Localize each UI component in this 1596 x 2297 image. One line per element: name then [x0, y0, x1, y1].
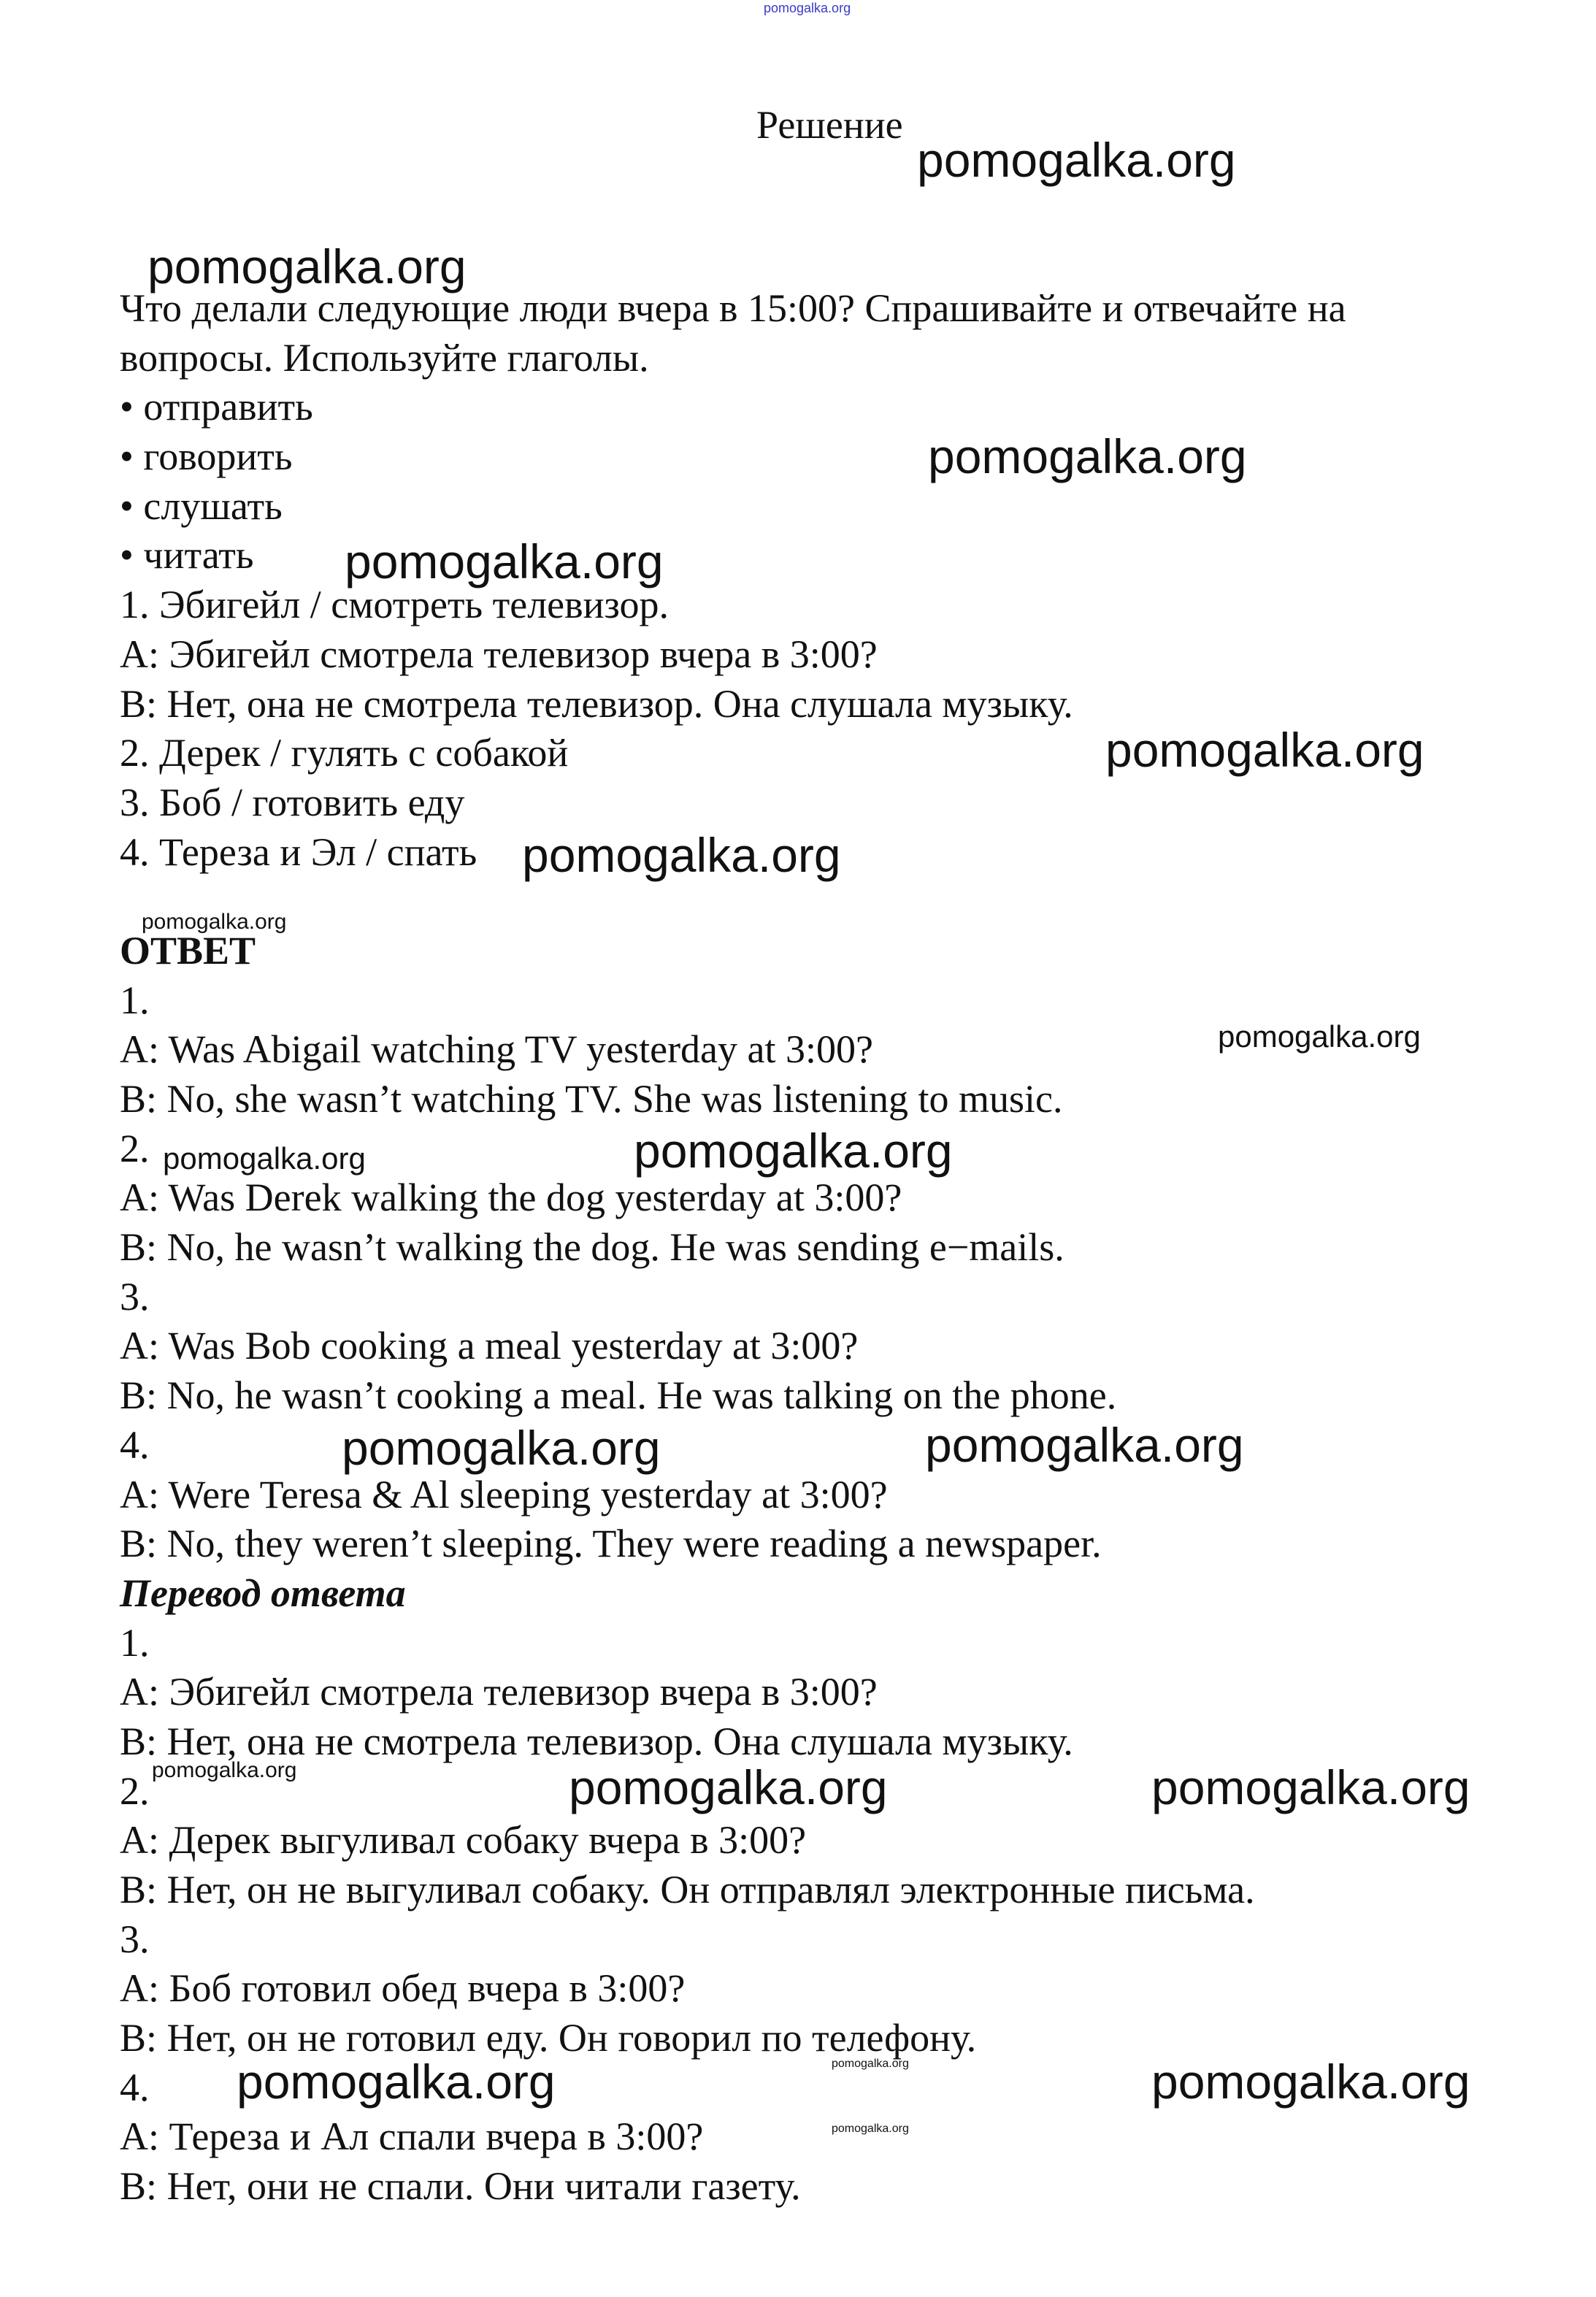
translation-line: B: Нет, он не готовил еду. Он говорил по телефону.: [120, 2016, 977, 2060]
translation-line: 1.: [120, 1620, 150, 1665]
translation-line: A: Дерек выгуливал собаку вчера в 3:00?: [120, 1818, 807, 1863]
watermark: pomogalka.org: [1105, 723, 1424, 777]
answer-line: B: No, they weren’t sleeping. They were reading a newspaper.: [120, 1522, 1102, 1566]
answer-line: B: No, she wasn’t watching TV. She was listening to music.: [120, 1077, 1063, 1121]
answer-line: 3.: [120, 1274, 150, 1319]
watermark: pomogalka.org: [832, 2122, 909, 2135]
watermark: pomogalka.org: [342, 1421, 661, 1475]
watermark: pomogalka.org: [142, 910, 287, 934]
watermark: pomogalka.org: [1151, 1760, 1470, 1814]
answer-line: 4.: [120, 1422, 150, 1467]
translation-line: 2.: [120, 1768, 150, 1813]
task-question: Что делали следующие люди вчера в 15:00? Спрашивайте и отвечайте на: [120, 286, 1346, 330]
translation-heading: Перевод ответа: [120, 1571, 406, 1615]
watermark: pomogalka.org: [925, 1418, 1244, 1472]
translation-line: A: Эбигейл смотрела телевизор вчера в 3:00?: [120, 1670, 878, 1714]
verb-item: • читать: [120, 533, 254, 578]
task-item: 1. Эбигейл / смотреть телевизор.: [120, 583, 670, 627]
watermark: pomogalka.org: [928, 429, 1247, 483]
translation-line: 4.: [120, 2065, 150, 2109]
answer-line: B: No, he wasn’t walking the dog. He was sending e−mails.: [120, 1225, 1064, 1270]
verb-item: • слушать: [120, 483, 283, 528]
answer-line: 1.: [120, 978, 150, 1022]
task-item: A: Эбигейл смотрела телевизор вчера в 3:00?: [120, 632, 878, 676]
watermark: pomogalka.org: [1218, 1019, 1421, 1054]
watermark: pomogalka.org: [345, 534, 664, 588]
spacer: [120, 877, 1346, 927]
watermark: pomogalka.org: [237, 2055, 556, 2109]
answer-heading: ОТВЕТ: [120, 928, 256, 973]
watermark: pomogalka.org: [152, 1758, 297, 1782]
answer-line: A: Was Abigail watching TV yesterday at 3:00?: [120, 1027, 873, 1072]
page-title: Решение: [756, 103, 903, 147]
answer-line: A: Were Teresa & Al sleeping yesterday at 3:00?: [120, 1472, 888, 1516]
watermark: pomogalka.org: [522, 828, 841, 882]
task-item: 2. Дерек / гулять с собакой: [120, 731, 569, 775]
verb-item: • отправить: [120, 385, 313, 429]
watermark: pomogalka.org: [163, 1141, 366, 1176]
task-question: вопросы. Используйте глаголы.: [120, 335, 649, 380]
verb-item: • говорить: [120, 434, 293, 479]
watermark: pomogalka.org: [569, 1760, 888, 1814]
task-item: 3. Боб / готовить еду: [120, 780, 465, 824]
answer-line: A: Was Bob cooking a meal yesterday at 3:00?: [120, 1324, 859, 1368]
translation-line: B: Нет, они не спали. Они читали газету.: [120, 2164, 801, 2209]
translation-line: 3.: [120, 1917, 150, 1961]
translation-line: A: Боб готовил обед вчера в 3:00?: [120, 1966, 686, 2011]
translation-line: B: Нет, она не смотрела телевизор. Она слушала музыку.: [120, 1719, 1073, 1763]
watermark: pomogalka.org: [1151, 2055, 1470, 2109]
watermark: pomogalka.org: [832, 2058, 909, 2070]
watermark: pomogalka.org: [147, 239, 467, 294]
translation-line: B: Нет, он не выгуливал собаку. Он отправлял электронные письма.: [120, 1868, 1255, 1911]
document-body: [120, 284, 1346, 2212]
answer-line: A: Was Derek walking the dog yesterday at 3:00?: [120, 1176, 902, 1220]
task-item: B: Нет, она не смотрела телевизор. Она слушала музыку.: [120, 681, 1073, 726]
watermark: pomogalka.org: [634, 1124, 953, 1178]
answer-line: B: No, he wasn’t cooking a meal. He was talking on the phone.: [120, 1373, 1117, 1418]
answer-line: 2.: [120, 1126, 150, 1170]
watermark: pomogalka.org: [917, 133, 1236, 187]
translation-line: A: Тереза и Ал спали вчера в 3:00?: [120, 2114, 704, 2159]
watermark: pomogalka.org: [764, 1, 851, 15]
task-item: 4. Тереза и Эл / спать: [120, 829, 477, 874]
